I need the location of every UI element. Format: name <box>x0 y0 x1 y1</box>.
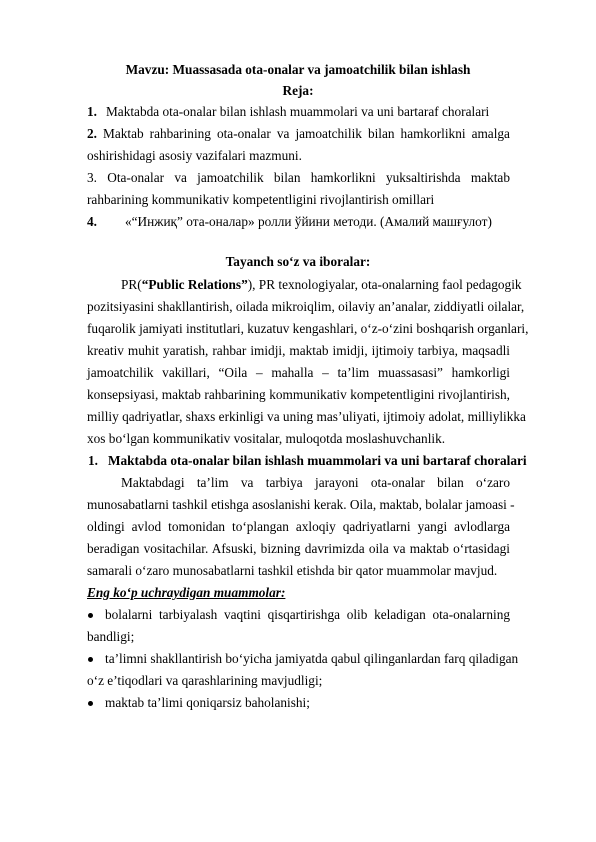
bullet-line: maktab ta’limi qoniqarsiz baholanishi; <box>105 695 310 710</box>
keywords-line: milliy qadriyatlar, shaxs erkinligi va uning mas’uliyati, ijtimoiy adolat, milliylikka <box>87 409 526 424</box>
plan-item-4 <box>87 214 492 230</box>
document-title: Mavzu: Muassasada ota-onalar va jamoatchilik bilan ishlash <box>125 62 471 77</box>
para-word: bilan <box>437 475 464 490</box>
section-para-last-line: samarali o‘zaro munosabatlarni tashkil etishda bir qator muammolar mavjud. <box>87 563 498 578</box>
bullet-icon <box>88 657 93 662</box>
para-word: jarayoni <box>315 475 359 490</box>
plan-word: va <box>276 126 290 141</box>
plan-item-number: 4. <box>87 214 97 229</box>
section-para-line-1 <box>121 475 510 491</box>
problems-heading: Eng ko‘p uchraydigan muammolar: <box>87 585 286 600</box>
plan-word: hamkorlikni <box>310 170 376 185</box>
plan-item-2-line2: oshirishidagi asosiy vazifalari mazmuni. <box>87 148 302 163</box>
plan-item-text: «“Инжиқ” ота-оналар» ролли ўйини методи. (Амалий машғулот) <box>124 214 492 229</box>
plan-item-3-line2: rahbarining kommunikativ kompetentligini rivojlantirish omillari <box>87 192 435 207</box>
plan-word: hamkorlikni <box>400 126 466 141</box>
keywords-line: kreativ muhit yaratish, rahbar imidji, maktab imidji, ijtimoiy tarbiya, maqsadli <box>87 343 510 358</box>
plan-item-number: 1. <box>87 104 97 119</box>
plan-word: rahbarining <box>149 126 211 141</box>
plan-heading: Reja: <box>282 83 314 98</box>
plan-word: va <box>174 170 187 185</box>
plan-word: jamoatchilik <box>295 126 362 141</box>
bullet-icon <box>88 701 93 706</box>
keywords-pr-prefix: PR( <box>121 277 142 292</box>
keywords-heading: Tayanch so‘z va iboralar: <box>225 254 371 269</box>
plan-item-number: 2. <box>87 126 97 141</box>
keywords-pr-bold: “Public Relations” <box>141 277 248 292</box>
plan-item-3-line1 <box>87 170 510 186</box>
para-word: ota-onalar <box>370 475 425 490</box>
keywords-line: pozitsiyasini shakllantirish, oilada mikroiqlim, oilaviy an’analar, ziddiyatli oilalar, <box>87 299 525 314</box>
plan-word: bilan <box>367 126 395 141</box>
section-para-line: oldingi avlod tomonidan to‘plangan axloqiy qadriyatlarni yangi avlodlarga <box>87 519 510 534</box>
para-word: va <box>240 475 254 490</box>
section-para-line: beradigan vositachilar. Afsuski, bizning davrimizda oila va maktab o‘rtasidagi <box>87 541 510 556</box>
plan-word: jamoatchilik <box>197 170 264 185</box>
plan-word: ota-onalar <box>216 126 271 141</box>
para-word: o‘zaro <box>476 475 510 490</box>
plan-word: yuksaltirishda <box>385 170 461 185</box>
plan-word: Ota-onalar <box>107 170 165 185</box>
plan-word: bilan <box>273 170 301 185</box>
keywords-line: jamoatchilik vakillari, “Oila – mahalla – ta’lim muassasasi” hamkorligi <box>87 365 510 380</box>
bullet-icon <box>88 613 93 618</box>
keywords-line1-rest: ), PR texnologiyalar, ota-onalarning faol pedagogik <box>247 277 522 292</box>
plan-word: Maktab <box>103 126 144 141</box>
plan-item-number: 3. <box>87 170 97 185</box>
plan-item-text: Maktabda ota-onalar bilan ishlash muammolari va uni bartaraf choralari <box>105 104 490 119</box>
keywords-last-line: xos bo‘lgan kommunikativ vositalar, muloqotda moslashuvchanlik. <box>87 431 446 446</box>
keywords-line: konsepsiyasi, maktab rahbarining kommunikativ kompetentligini rivojlantirish, <box>87 387 510 402</box>
section-para-line: munosabatlarni tashkil etishga asoslanishi kerak. Oila, maktab, bolalar jamoasi - <box>87 497 515 512</box>
plan-word: amalga <box>471 126 510 141</box>
bullet-line: bolalarni tarbiyalash vaqtini qisqartirishga olib keladigan ota-onalarning <box>105 607 510 622</box>
plan-item-1 <box>87 104 489 120</box>
keywords-line-1 <box>121 277 522 293</box>
keywords-line: fuqarolik jamiyati institutlari, kuzatuv kengashlari, o‘z-o‘zini boshqarish organlari, <box>87 321 529 336</box>
bullet-line-continuation: o‘z e’tiqodlari va qarashlarining mavjudligi; <box>87 673 323 688</box>
para-word: tarbiya <box>265 475 303 490</box>
section-heading: 1. Maktabda ota-onalar bilan ishlash muammolari va uni bartaraf choralari <box>88 453 527 468</box>
para-word: ta’lim <box>196 475 229 490</box>
bullet-line-continuation: bandligi; <box>87 629 135 644</box>
plan-word: maktab <box>470 170 510 185</box>
bullet-line: ta’limni shakllantirish bo‘yicha jamiyatda qabul qilinganlardan farq qiladigan <box>105 651 519 666</box>
para-word: Maktabdagi <box>121 475 185 490</box>
plan-item-2-line1 <box>87 126 510 142</box>
